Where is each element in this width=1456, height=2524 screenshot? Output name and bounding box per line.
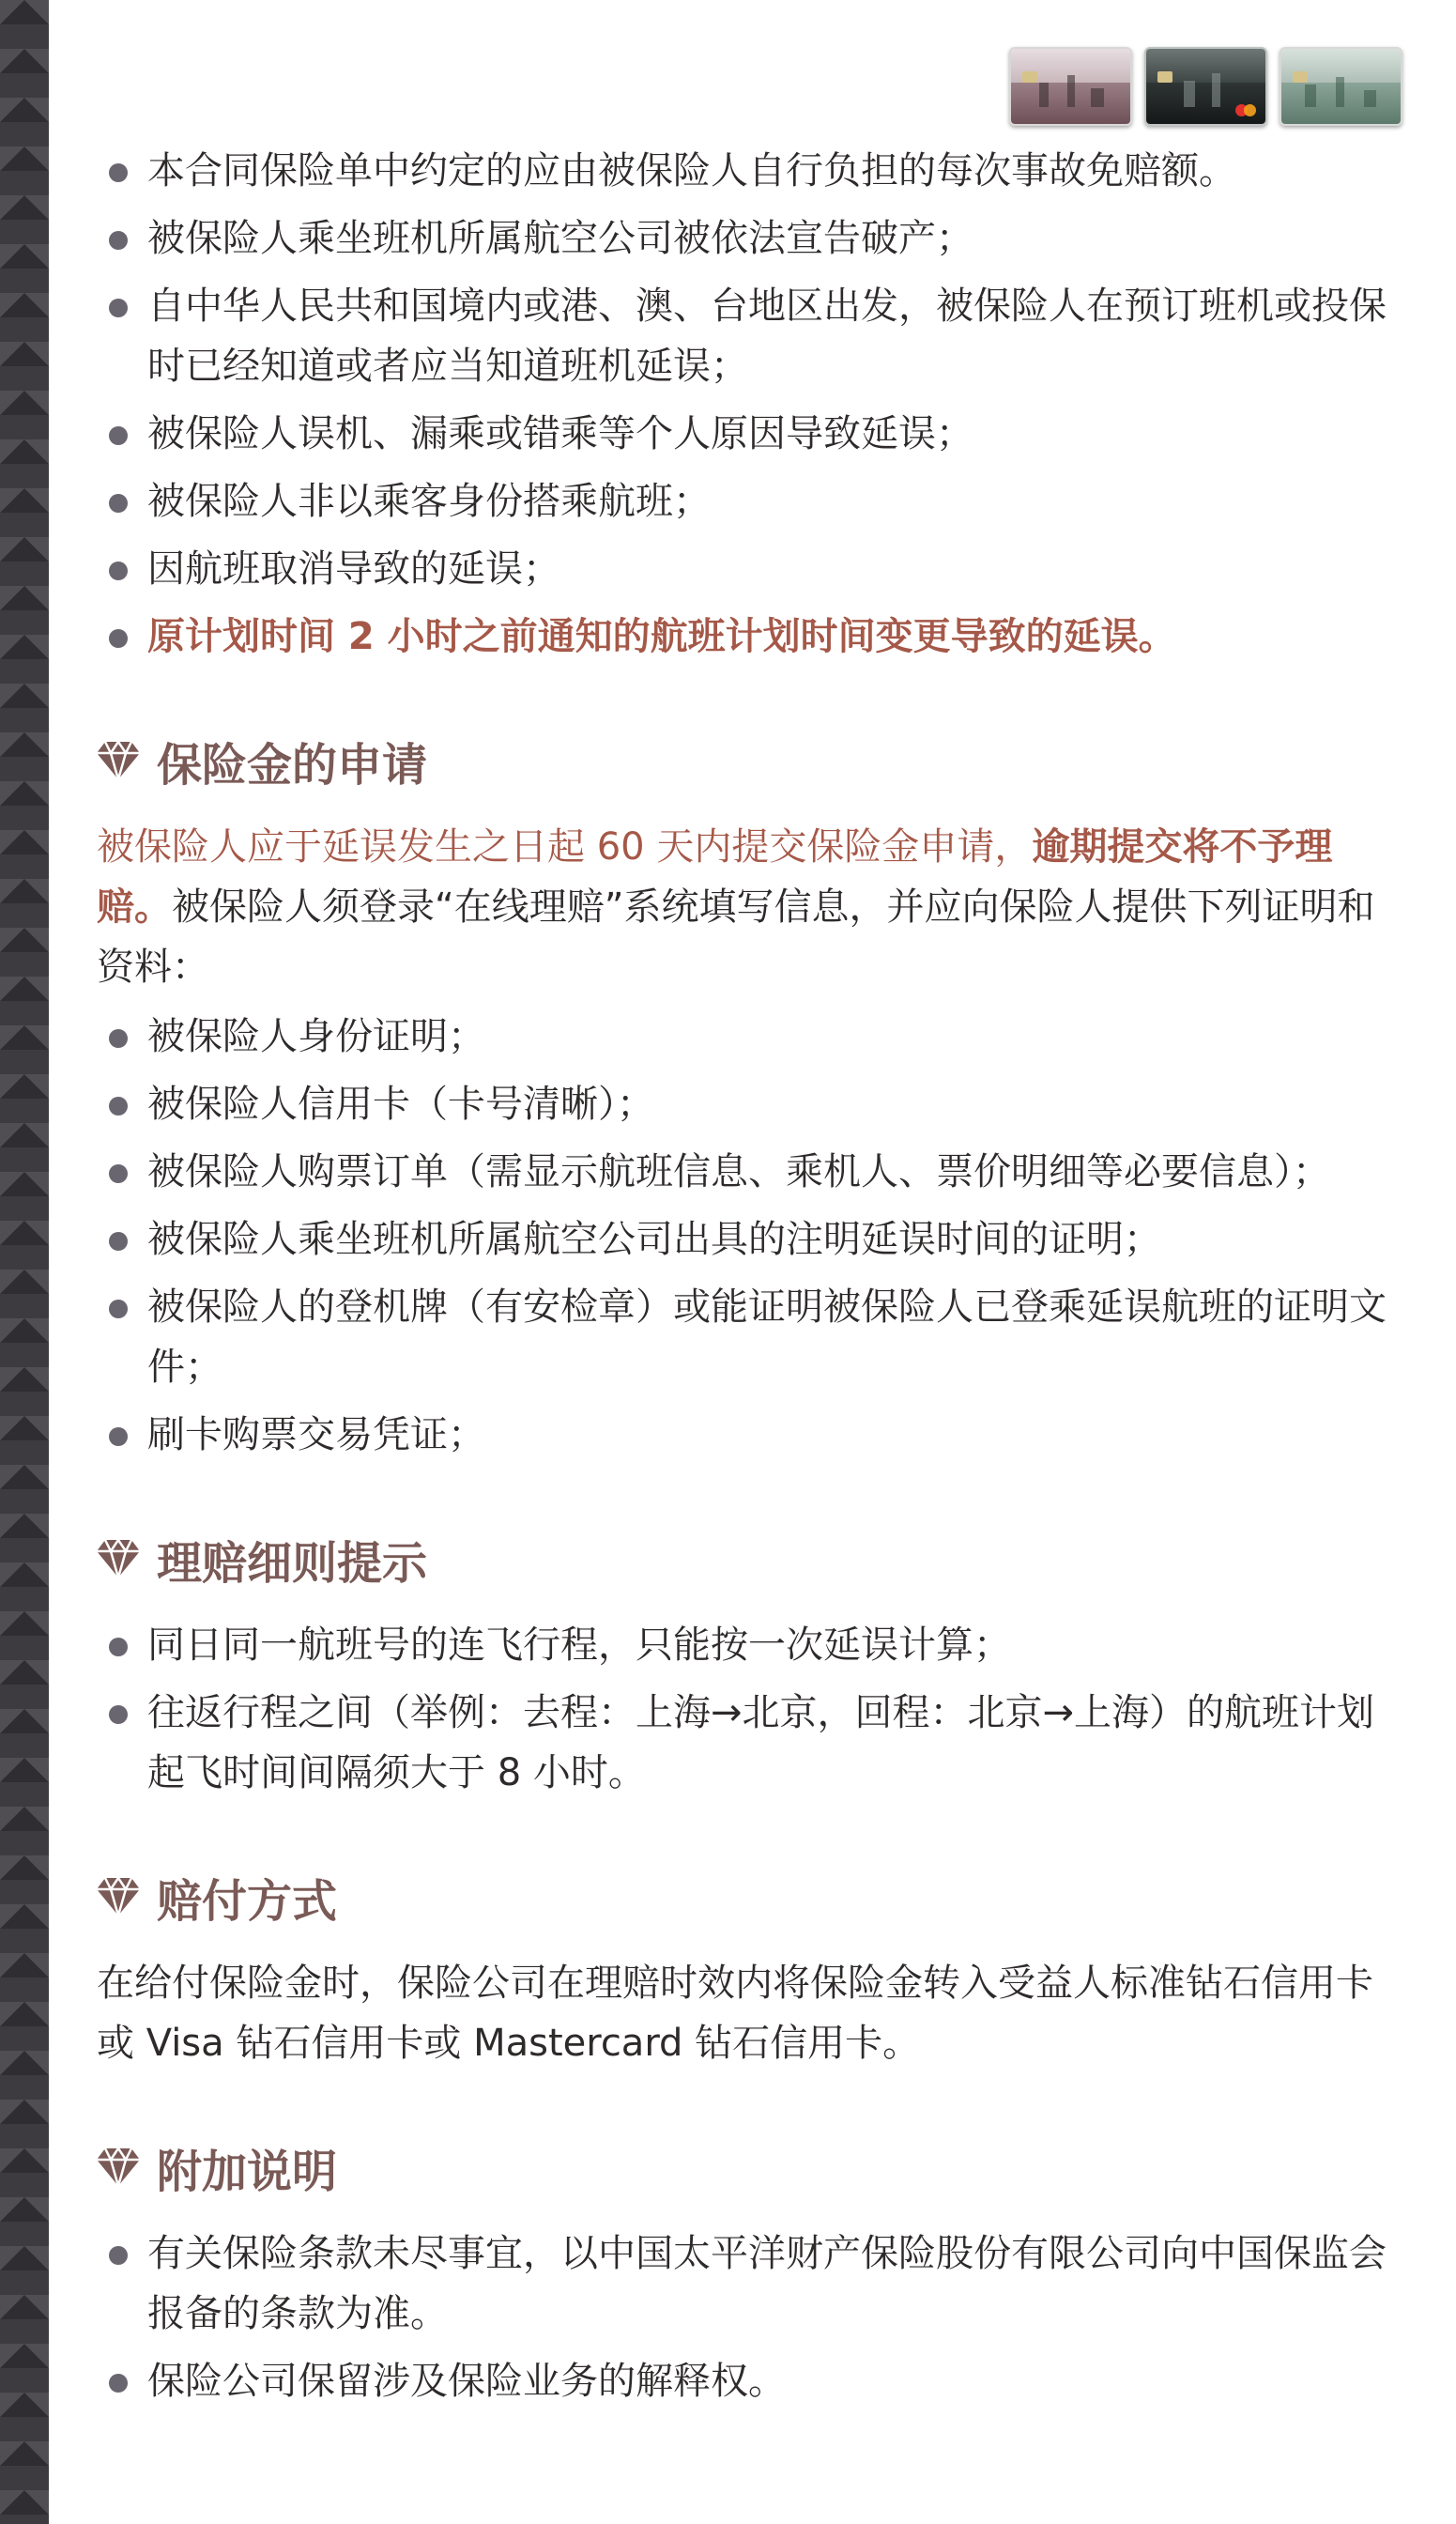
payment-text: 在给付保险金时，保险公司在理赔时效内将保险金转入受益人标准钻石信用卡或 Visa 钻石信用卡或 Mastercard 钻石信用卡。 (97, 1962, 1373, 2065)
claim-intro (97, 817, 1392, 997)
list-item: 被保险人误机、漏乘或错乘等个人原因导致延误； (97, 404, 1392, 464)
list-item: 被保险人身份证明； (97, 1007, 1392, 1067)
exclusions-section (97, 141, 1392, 667)
content (97, 141, 1392, 2468)
section-header (97, 1521, 1392, 1596)
list-item-highlighted: 原计划时间 2 小时之前通知的航班计划时间变更导致的延误。 (97, 607, 1392, 667)
list-item: 被保险人的登机牌（有安检章）或能证明被保险人已登乘延误航班的证明文件； (97, 1277, 1392, 1397)
claim-rules-section (97, 1521, 1392, 1803)
card-image (1009, 47, 1132, 126)
mastercard-logo-icon (1235, 104, 1256, 116)
claim-intro-rest: 被保险人须登录“在线理赔”系统填写信息，并应向保险人提供下列证明和资料： (97, 885, 1375, 989)
list-item: 因航班取消导致的延误； (97, 539, 1392, 599)
list-item: 往返行程之间（举例：去程：上海→北京，回程：北京→上海）的航班计划起飞时间间隔须大于 8 小时。 (97, 1683, 1392, 1803)
diamond-icon (97, 742, 140, 779)
claim-documents-list (97, 1007, 1392, 1465)
list-item: 被保险人信用卡（卡号清晰）； (97, 1074, 1392, 1134)
list-item: 被保险人乘坐班机所属航空公司被依法宣告破产； (97, 208, 1392, 269)
list-item: 有关保险条款未尽事宜，以中国太平洋财产保险股份有限公司向中国保监会报备的条款为准。 (97, 2224, 1392, 2344)
section-header (97, 1859, 1392, 1934)
list-item: 被保险人非以乘客身份搭乘航班； (97, 471, 1392, 531)
section-header (97, 723, 1392, 798)
list-item: 自中华人民共和国境内或港、澳、台地区出发，被保险人在预订班机或投保时已经知道或者应当知道班机延误； (97, 276, 1392, 396)
list-item: 本合同保险单中约定的应由被保险人自行负担的每次事故免赔额。 (97, 141, 1392, 201)
diamond-icon (97, 1540, 140, 1578)
list-item: 刷卡购票交易凭证； (97, 1405, 1392, 1465)
list-item: 被保险人乘坐班机所属航空公司出具的注明延误时间的证明； (97, 1209, 1392, 1270)
diamond-icon (97, 2148, 140, 2186)
card-image (1280, 47, 1402, 126)
claim-rules-list (97, 1615, 1392, 1803)
section-title: 附加说明 (157, 2145, 338, 2198)
decorative-side-strip (0, 0, 49, 2524)
list-item: 被保险人购票订单（需显示航班信息、乘机人、票价明细等必要信息）； (97, 1142, 1392, 1202)
list-item: 同日同一航班号的连飞行程，只能按一次延误计算； (97, 1615, 1392, 1675)
card-image (1144, 47, 1267, 126)
claim-application-section (97, 723, 1392, 1465)
section-title: 赔付方式 (157, 1874, 338, 1928)
claim-deadline-warning: 逾期提交将不予理赔。 (97, 825, 1333, 929)
section-header (97, 2130, 1392, 2205)
exclusions-list (97, 141, 1392, 667)
claim-deadline-text: 被保险人应于延误发生之日起 60 天内提交保险金申请， (97, 825, 1033, 869)
diamond-icon (97, 1878, 140, 1916)
section-title: 保险金的申请 (157, 738, 428, 792)
notes-section (97, 2130, 1392, 2411)
card-thumbnails (1009, 47, 1402, 126)
list-item: 保险公司保留涉及保险业务的解释权。 (97, 2351, 1392, 2411)
payment-section (97, 1859, 1392, 2073)
notes-list (97, 2224, 1392, 2411)
section-title: 理赔细则提示 (157, 1536, 428, 1590)
